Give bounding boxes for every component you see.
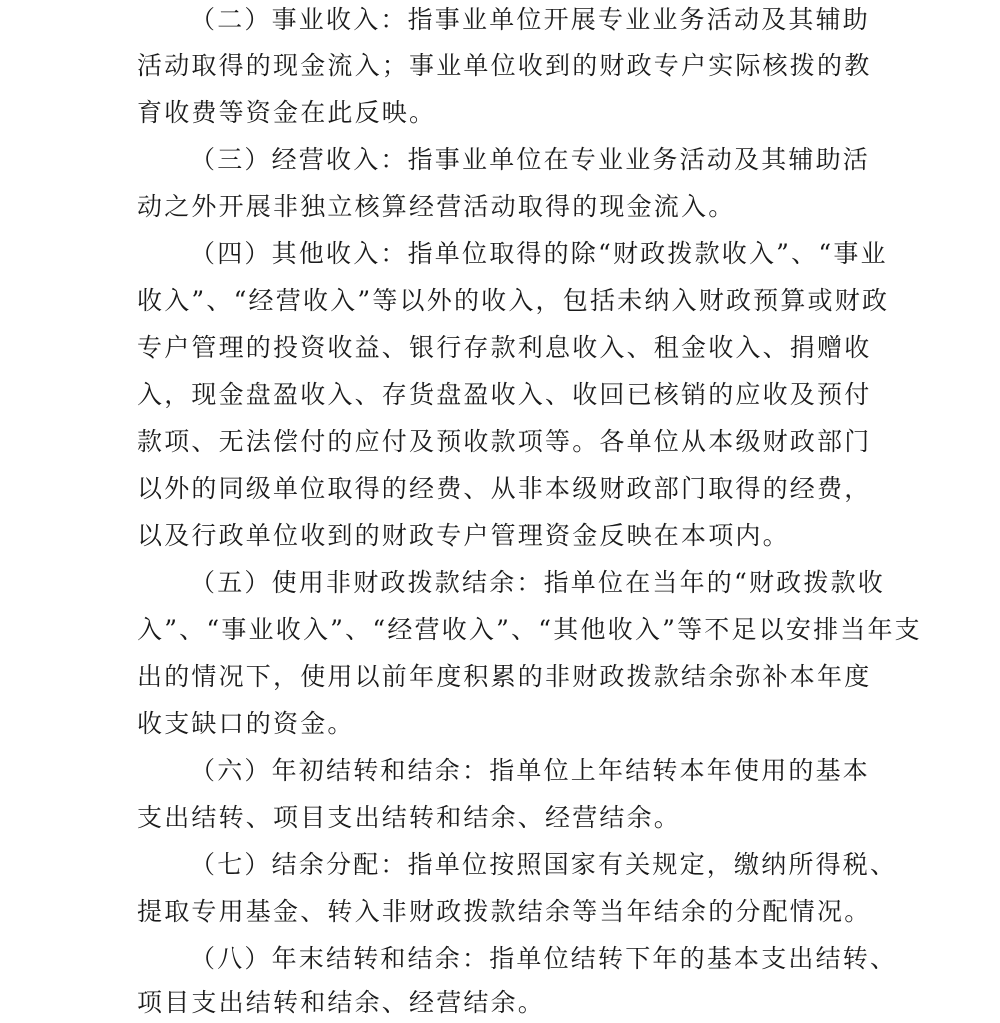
- text-line: （五）使用非财政拨款结余：指单位在当年的“财政拨款收: [190, 568, 885, 597]
- text-line: 以外的同级单位取得的经费、从非本级财政部门取得的经费，: [137, 474, 872, 503]
- text-line: 收入”、“经营收入”等以外的收入，包括未纳入财政预算或财政: [137, 286, 890, 315]
- text-line: 动之外开展非独立核算经营活动取得的现金流入。: [137, 192, 736, 221]
- text-line: 活动取得的现金流入；事业单位收到的财政专户实际核拨的教: [137, 51, 872, 80]
- text-line: （三）经营收入：指事业单位在专业业务活动及其辅助活: [190, 145, 871, 174]
- text-line: 以及行政单位收到的财政专户管理资金反映在本项内。: [137, 521, 790, 550]
- text-line: （六）年初结转和结余：指单位上年结转本年使用的基本: [190, 756, 871, 785]
- text-line: 项目支出结转和结余、经营结余。: [137, 988, 546, 1017]
- text-line: （四）其他收入：指单位取得的除“财政拨款收入”、“事业: [190, 239, 888, 268]
- text-line: 育收费等资金在此反映。: [137, 98, 437, 127]
- text-line: （八）年末结转和结余：指单位结转下年的基本支出结转、: [190, 944, 898, 973]
- text-line: 入，现金盘盈收入、存货盘盈收入、收回已核销的应收及预付: [137, 380, 872, 409]
- text-line: 提取专用基金、转入非财政拨款结余等当年结余的分配情况。: [137, 897, 872, 926]
- text-line: 入”、“事业收入”、“经营收入”、“其他收入”等不足以安排当年支: [137, 615, 922, 644]
- text-line: （二）事业收入：指事业单位开展专业业务活动及其辅助: [190, 5, 871, 34]
- text-line: （七）结余分配：指单位按照国家有关规定，缴纳所得税、: [190, 850, 898, 879]
- text-line: 收支缺口的资金。: [137, 709, 355, 738]
- text-line: 支出结转、项目支出结转和结余、经营结余。: [137, 803, 682, 832]
- text-line: 出的情况下，使用以前年度积累的非财政拨款结余弥补本年度: [137, 662, 872, 691]
- text-line: 款项、无法偿付的应付及预收款项等。各单位从本级财政部门: [137, 427, 872, 456]
- text-line: 专户管理的投资收益、银行存款利息收入、租金收入、捐赠收: [137, 333, 872, 362]
